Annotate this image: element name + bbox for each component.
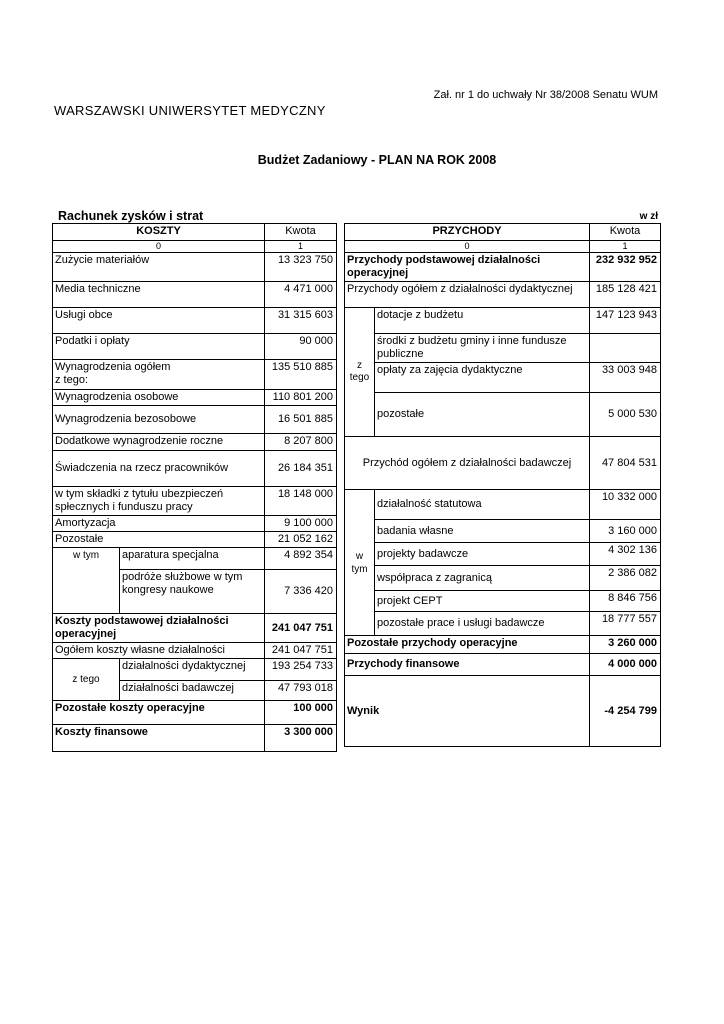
cost-amount: 241 047 751 [265,643,337,659]
table-row [345,334,661,363]
revenue-header: PRZYCHODY [345,224,590,241]
table-row [345,566,661,591]
table-row [345,363,661,393]
cost-label-sub: z tego: [55,374,89,386]
cost-label: Amortyzacja [53,516,265,532]
revenue-amount: 33 003 948 [590,363,661,393]
revenue-amount: 3 160 000 [590,520,661,543]
cost-label: Usługi obce [53,308,265,334]
table-row [53,390,337,406]
section-title: Rachunek zysków i strat [58,209,204,223]
revenue-amount: 4 302 136 [590,543,661,566]
cost-label: Świadczenia na rzecz pracowników [53,451,265,487]
cost-amount: 90 000 [265,334,337,360]
revenue-label: projekty badawcze [375,543,590,566]
revenue-amount: 10 332 000 [590,490,661,520]
cost-label [53,360,265,390]
revenue-label: działalność statutowa [375,490,590,520]
revenue-index-label: 0 [345,241,590,253]
cost-amount: 4 471 000 [265,282,337,308]
cost-amount: 7 336 420 [265,570,337,614]
costs-amount-header: Kwota [265,224,337,241]
cost-amount: 4 892 354 [265,548,337,570]
revenue-amount: 147 123 943 [590,308,661,334]
cost-label: Koszty podstawowej działalności operacyjnej [53,614,265,643]
cost-label-main: Wynagrodzenia ogółem [55,361,171,373]
cost-amount: 13 323 750 [265,253,337,282]
document-title: Budżet Zadaniowy - PLAN NA ROK 2008 [257,153,497,167]
revenue-label: pozostałe [375,393,590,437]
table-row [345,393,661,437]
table-row [53,334,337,360]
cost-label: Podatki i opłaty [53,334,265,360]
costs-table [52,223,337,752]
table-row [53,614,337,643]
cost-amount: 8 207 800 [265,434,337,451]
costs-header: KOSZTY [53,224,265,241]
table-row [345,282,661,308]
attachment-note: Zał. nr 1 do uchwały Nr 38/2008 Senatu WUM [433,89,658,101]
cost-label: Pozostałe [53,532,265,548]
group-label-wtym: w tym [345,490,375,636]
table-row [53,282,337,308]
result-label: Wynik [345,676,590,747]
cost-label: podróże służbowe w tym kongresy naukowe [120,570,265,614]
cost-amount: 241 047 751 [265,614,337,643]
table-row [53,253,337,282]
revenue-table [344,223,661,747]
table-row [53,434,337,451]
table-row [53,548,337,570]
revenue-label: Przychody finansowe [345,654,590,676]
costs-index-amount: 1 [265,241,337,253]
cost-label: Media techniczne [53,282,265,308]
costs-index-label: 0 [53,241,265,253]
revenue-amount: 18 777 557 [590,612,661,636]
revenue-label: dotacje z budżetu [375,308,590,334]
cost-label: Ogółem koszty własne działalności [53,643,265,659]
revenue-amount [590,334,661,363]
cost-label: w tym składki z tytułu ubezpieczeń spłecznych i funduszu pracy [53,487,265,516]
table-row [53,406,337,434]
cost-label: Wynagrodzenia osobowe [53,390,265,406]
table-row [53,308,337,334]
revenue-label: środki z budżetu gminy i inne fundusze publiczne [375,334,590,363]
cost-label: aparatura specjalna [120,548,265,570]
table-row [345,654,661,676]
revenue-amount: 232 932 952 [590,253,661,282]
table-row [345,437,661,490]
table-row [53,532,337,548]
table-row [53,659,337,681]
cost-label: Dodatkowe wynagrodzenie roczne [53,434,265,451]
table-row [345,253,661,282]
cost-amount: 193 254 733 [265,659,337,681]
revenue-amount: 185 128 421 [590,282,661,308]
university-name: WARSZAWSKI UNIWERSYTET MEDYCZNY [54,103,326,118]
revenue-index-amount: 1 [590,241,661,253]
table-row [345,676,661,747]
table-row [345,308,661,334]
cost-amount: 21 052 162 [265,532,337,548]
revenue-label: opłaty za zajęcia dydaktyczne [375,363,590,393]
currency-unit: w zł [639,211,658,222]
revenue-label: Przychody podstawowej działalności operacyjnej [345,253,590,282]
cost-amount: 9 100 000 [265,516,337,532]
group-label-ztego: z tego [345,308,375,437]
cost-label: działalności dydaktycznej [120,659,265,681]
cost-label: Pozostałe koszty operacyjne [53,701,265,725]
table-row [53,701,337,725]
revenue-label: współpraca z zagranicą [375,566,590,591]
cost-amount: 31 315 603 [265,308,337,334]
table-row [53,643,337,659]
group-label-ztego: z tego [53,659,120,701]
revenue-amount: 2 386 082 [590,566,661,591]
table-row [345,591,661,612]
table-row [345,520,661,543]
revenue-amount-header: Kwota [590,224,661,241]
cost-amount: 18 148 000 [265,487,337,516]
table-row [53,516,337,532]
revenue-label: pozostałe prace i usługi badawcze [375,612,590,636]
revenue-amount: 8 846 756 [590,591,661,612]
table-row [345,612,661,636]
revenue-amount: 47 804 531 [590,437,661,490]
result-amount: -4 254 799 [590,676,661,747]
cost-label: Zużycie materiałów [53,253,265,282]
cost-label: Koszty finansowe [53,725,265,752]
revenue-label: projekt CEPT [375,591,590,612]
cost-amount: 135 510 885 [265,360,337,390]
group-label-wtym: w tym [53,548,120,614]
table-row [345,636,661,654]
revenue-amount: 3 260 000 [590,636,661,654]
cost-amount: 3 300 000 [265,725,337,752]
cost-amount: 100 000 [265,701,337,725]
cost-amount: 110 801 200 [265,390,337,406]
cost-label: Wynagrodzenia bezosobowe [53,406,265,434]
cost-amount: 47 793 018 [265,681,337,701]
table-row [345,543,661,566]
table-row [53,487,337,516]
table-row [53,360,337,390]
cost-amount: 16 501 885 [265,406,337,434]
revenue-label: Przychody ogółem z działalności dydaktycznej [345,282,590,308]
table-row [53,725,337,752]
cost-label: działalności badawczej [120,681,265,701]
revenue-label: Pozostałe przychody operacyjne [345,636,590,654]
revenue-label: Przychód ogółem z działalności badawczej [345,437,590,490]
table-row [53,451,337,487]
revenue-amount: 4 000 000 [590,654,661,676]
revenue-amount: 5 000 530 [590,393,661,437]
revenue-label: badania własne [375,520,590,543]
table-row [345,490,661,520]
cost-amount: 26 184 351 [265,451,337,487]
